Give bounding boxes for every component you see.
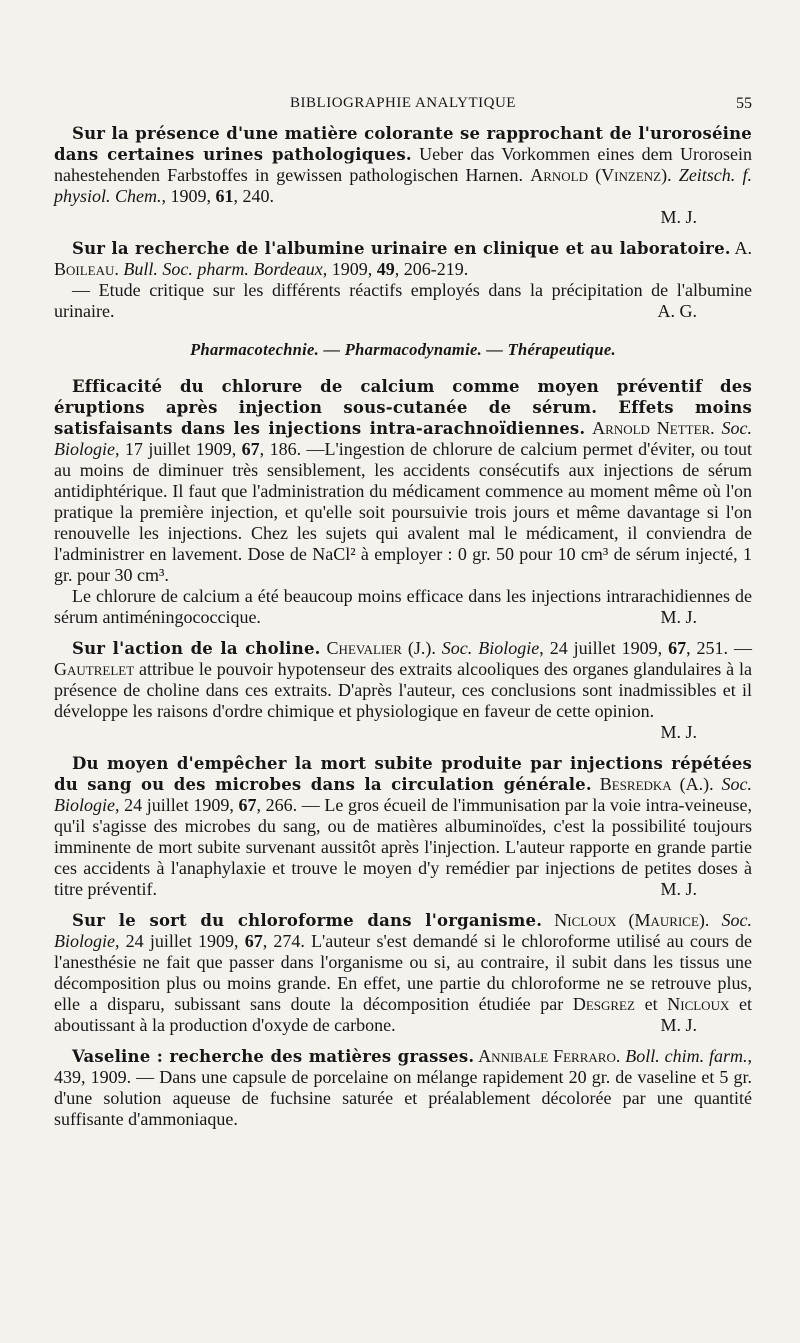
entry-title: Sur l'action de la choline.: [72, 639, 321, 658]
entry-journal: Soc. Biologie: [54, 418, 752, 459]
entry-author-cited: Desgrez: [572, 994, 635, 1014]
entry-author-prefix: A.: [730, 238, 752, 258]
entry-author: Chevalier (J.).: [320, 638, 436, 658]
running-title: BIBLIOGRAPHIE ANALYTIQUE: [290, 95, 516, 111]
entry-signature: M. J.: [660, 607, 697, 627]
entry-ref: , 1909,: [322, 259, 377, 279]
entry-paragraph: [54, 753, 752, 900]
entry-text: et aboutissant à la production d'oxyde de carbone.: [54, 994, 752, 1035]
abstract-entry-choline: [54, 638, 752, 743]
entry-pages: , 251. —: [686, 638, 752, 658]
entry-volume: 61: [215, 186, 234, 206]
entry-journal: Soc. Biologie: [435, 638, 540, 658]
entry-signature: A. G.: [657, 301, 697, 321]
entry-pages: , 186.: [259, 439, 302, 459]
entry-pages: , 274.: [262, 931, 305, 951]
entry-volume: 49: [376, 259, 395, 279]
entry-journal: Bull. Soc. pharm. Bordeaux: [118, 259, 323, 279]
entry-ref: , 1909,: [161, 186, 216, 206]
entry-volume: 67: [244, 931, 263, 951]
entry-author: Annibale Ferraro.: [474, 1046, 621, 1066]
entry-ref: , 24 juillet 1909,: [539, 638, 669, 658]
entry-ref: , 439, 1909.: [54, 1046, 752, 1087]
entry-paragraph: [54, 280, 752, 322]
section-heading: Pharmacotechnie. — Pharmacodynamie. — Thérapeutique.: [190, 340, 616, 359]
entry-text: Ueber das Vorkommen eines dem Urorosein nahestehenden Farbstoffes in gewissen pathologischen Harnen.: [54, 144, 752, 185]
entry-signature: M. J.: [660, 207, 697, 227]
abstract-entry-uroroseine: [54, 123, 752, 228]
entry-author: Besredka (A.).: [591, 774, 714, 794]
entry-paragraph: [54, 376, 752, 586]
entry-journal: Boll. chim. farm.: [620, 1046, 748, 1066]
entry-signature: M. J.: [660, 722, 697, 742]
entry-author: Nicloux (Maurice).: [542, 910, 710, 930]
entry-paragraph: [54, 123, 752, 207]
entry-paragraph: [54, 638, 752, 722]
entry-paragraph: [54, 910, 752, 1036]
entry-journal: Soc. Biologie: [54, 910, 752, 951]
entry-text: Le chlorure de calcium a été beaucoup moins efficace dans les injections intrarachidiennes de sérum antiméningococcique.: [54, 586, 752, 627]
page-header: [54, 93, 752, 115]
entry-title: Du moyen d'empêcher la mort subite produite par injections répétées du sang ou des microbes dans la circulation générale.: [54, 754, 752, 794]
entry-paragraph: [54, 1046, 752, 1130]
entry-signature: M. J.: [660, 1015, 697, 1035]
entry-title: Sur la recherche de l'albumine urinaire en clinique et au laboratoire.: [72, 239, 731, 258]
entry-ref: , 24 juillet 1909,: [115, 931, 245, 951]
entry-text: — Le gros écueil de l'immunisation par la voie intra-veineuse, qu'il s'agisse des microbes du sang, ou de matières albuminoïdes, c'est la possibilité toujours imminente de mort subite survenant aussitôt après l'injection. L'auteur rapporte en grande partie ces accidents à l'anaphylaxie et trouve le moyen d'y remédier par injections de petites doses à titre préventif.: [54, 795, 753, 899]
entry-pages: , 206-219.: [394, 259, 469, 279]
entry-author: Boileau.: [54, 259, 119, 279]
entry-title: Efficacité du chlorure de calcium comme moyen préventif des éruptions après injection sous-cutanée de sérum. Effets moins satisfaisants dans les injections intra-arachnoïdiennes.: [54, 377, 752, 438]
entry-author-cited: Gautrelet: [54, 659, 135, 679]
entry-volume: 67: [241, 439, 260, 459]
entry-signature: M. J.: [660, 879, 697, 899]
abstract-entry-vaseline: [54, 1046, 752, 1130]
entry-text: et: [634, 994, 668, 1014]
entry-title: Sur la présence d'une matière colorante se rapprochant de l'uroroséine dans certaines urines pathologiques.: [54, 124, 752, 164]
page-number: 55: [736, 95, 752, 112]
entry-title: Vaseline : recherche des matières grasses.: [72, 1047, 475, 1066]
abstract-entry-chloroforme: [54, 910, 752, 1036]
abstract-entry-mort-subite: [54, 753, 752, 900]
entry-paragraph: [54, 238, 752, 280]
entry-text: — Etude critique sur les différents réactifs employés dans la précipitation de l'albumine urinaire.: [54, 280, 752, 321]
entry-journal: Zeitsch. f. physiol. Chem.: [54, 165, 752, 206]
entry-pages: , 266.: [256, 795, 298, 815]
entry-text: L'auteur s'est demandé si le chloroforme utilisé au cours de l'anesthésie ne fait que passer dans l'organisme ou si, au contraire, il subit dans les tissus une décomposition plus ou moins grande. En effet, une partie du chloroforme ne se retrouve plus, elle a disparu, subissant sans doute la décomposition étudiée par: [54, 931, 752, 1014]
entry-volume: 67: [668, 638, 687, 658]
entry-author: Arnold (Vinzenz).: [530, 165, 672, 185]
entry-text: —L'ingestion de chlorure de calcium permet d'éviter, ou tout au moins de diminuer très sensiblement, les accidents consécutifs aux injections de sérum antidiphtérique. Il faut que l'administration du médicament commence au moment même où l'on pratique la première injection, et qu'elle soit poursuivie trois jours et même davantage si l'on renouvelle les injections. Chez les sujets qui avalent mal le médicament, il conviendra de l'administrer en lavement. Dose de NaCl² à employer : 0 gr. 50 pour 10 cm³ de sérum injecté, 1 gr. pour 30 cm³.: [54, 439, 752, 585]
entry-author-cited: Nicloux: [667, 994, 730, 1014]
entry-ref: , 24 juillet 1909,: [115, 795, 239, 815]
abstract-entry-albumine: [54, 238, 752, 322]
entry-title: Sur le sort du chloroforme dans l'organisme.: [72, 911, 543, 930]
entry-ref: , 17 juillet 1909,: [115, 439, 242, 459]
entry-paragraph: [54, 586, 752, 628]
entry-pages: , 240.: [233, 186, 274, 206]
abstract-entry-chlorure-calcium: [54, 376, 752, 628]
entry-volume: 67: [238, 795, 257, 815]
entry-text: — Dans une capsule de porcelaine on mélange rapidement 20 gr. de vaseline et 5 gr. d'une solution aqueuse de fuchsine saturée et préalablement décolorée par une quantité suffisante d'ammoniaque.: [54, 1067, 752, 1129]
entry-text: attribue le pouvoir hypotenseur des extraits alcooliques des organes glandulaires à la présence de choline dans ces extraits. D'après l'auteur, ces conclusions sont inadmissibles et il développe les raisons d'ordre chimique et physiologique en faveur de cette opinion.: [54, 659, 752, 721]
entry-author: Arnold Netter.: [592, 418, 715, 438]
entry-journal: Soc. Biologie: [54, 774, 752, 815]
